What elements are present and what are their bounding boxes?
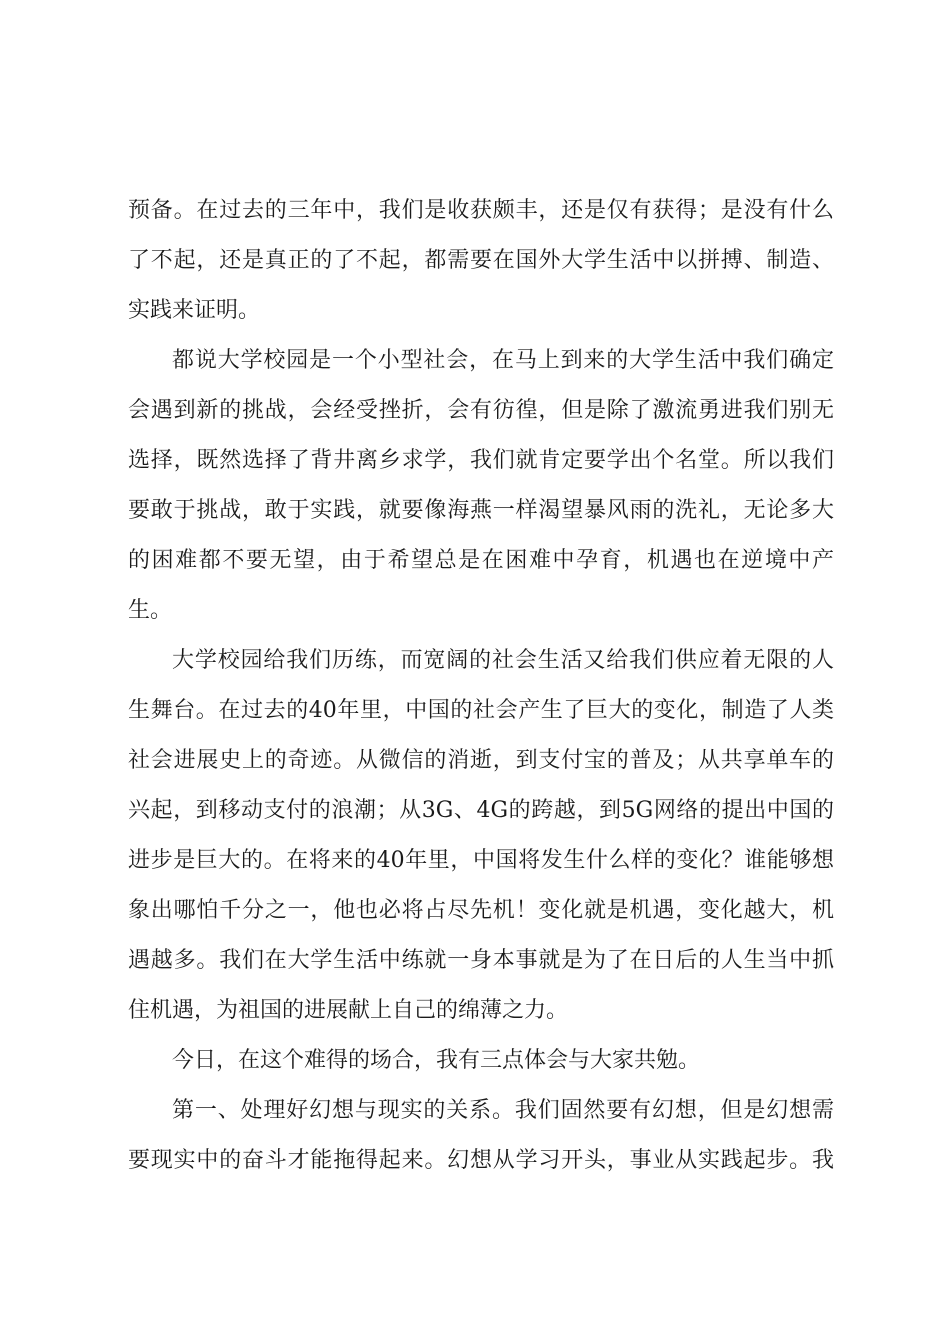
- text-line: 都说大学校园是一个小型社会，在马上到来的大学生活中我们确定: [172, 348, 834, 373]
- text-line: 社会进展史上的奇迹。从微信的消逝，到支付宝的普及；从共享单车的: [128, 748, 834, 773]
- text-line: 第一、处理好幻想与现实的关系。我们固然要有幻想，但是幻想需: [172, 1098, 834, 1123]
- text-line: 进步是巨大的。在将来的40年里，中国将发生什么样的变化？谁能够想: [128, 848, 834, 873]
- paragraph-1: [128, 186, 834, 336]
- text-line: 了不起，还是真正的了不起，都需要在国外大学生活中以拼搏、制造、: [128, 248, 834, 273]
- text-line: 生舞台。在过去的40年里，中国的社会产生了巨大的变化，制造了人类: [128, 698, 834, 723]
- text-line: 的困难都不要无望，由于希望总是在困难中孕育，机遇也在逆境中产: [128, 548, 834, 573]
- paragraph-4: [128, 1036, 834, 1086]
- text-line: 住机遇，为祖国的进展献上自己的绵薄之力。: [128, 998, 569, 1023]
- text-line: 遇越多。我们在大学生活中练就一身本事就是为了在日后的人生当中抓: [128, 948, 834, 973]
- text-line: 预备。在过去的三年中，我们是收获颇丰，还是仅有获得；是没有什么: [128, 198, 834, 223]
- text-line: 生。: [128, 598, 173, 623]
- text-line: 要敢于挑战，敢于实践，就要像海燕一样渴望暴风雨的洗礼，无论多大: [128, 498, 834, 523]
- text-line: 大学校园给我们历练，而宽阔的社会生活又给我们供应着无限的人: [172, 648, 834, 673]
- document-body: [128, 186, 834, 1186]
- text-line: 要现实中的奋斗才能拖得起来。幻想从学习开头，事业从实践起步。我: [128, 1148, 834, 1173]
- text-line: 会遇到新的挑战，会经受挫折，会有彷徨，但是除了激流勇进我们别无: [128, 398, 834, 423]
- text-line: 实践来证明。: [128, 298, 261, 323]
- paragraph-3: [128, 636, 834, 1036]
- text-line: 象出哪怕千分之一，他也必将占尽先机！变化就是机遇，变化越大，机: [128, 898, 834, 923]
- paragraph-2: [128, 336, 834, 636]
- paragraph-5: [128, 1086, 834, 1186]
- text-line: 选择，既然选择了背井离乡求学，我们就肯定要学出个名堂。所以我们: [128, 448, 834, 473]
- text-line: 今日，在这个难得的场合，我有三点体会与大家共勉。: [172, 1048, 701, 1073]
- text-line: 兴起，到移动支付的浪潮；从3G、4G的跨越，到5G网络的提出中国的: [128, 798, 834, 823]
